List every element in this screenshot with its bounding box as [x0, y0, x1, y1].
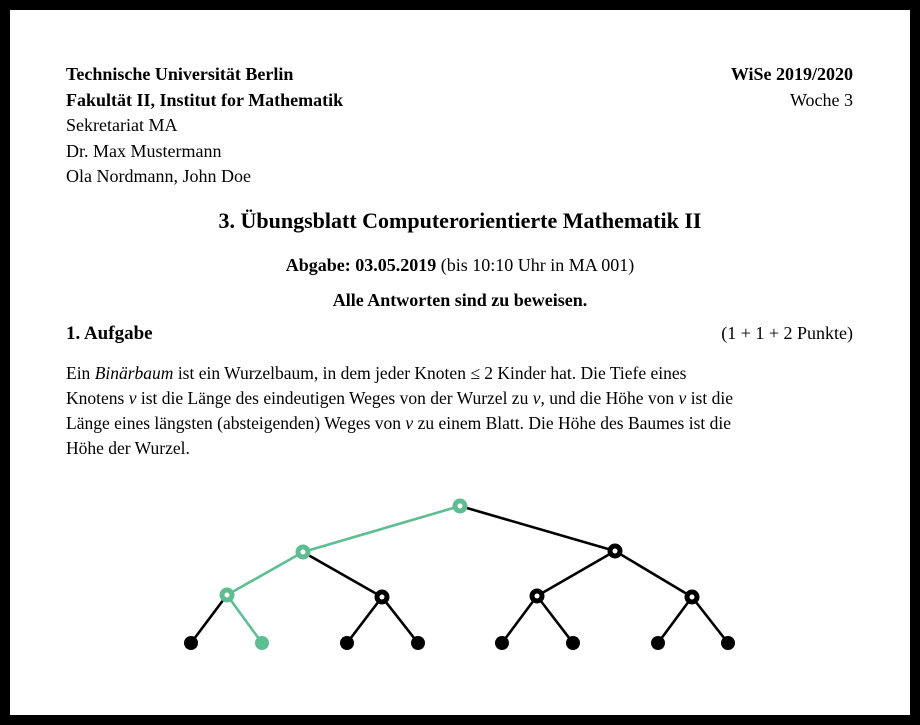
tree-edge	[537, 551, 615, 596]
tree-node-internal	[298, 547, 308, 557]
institution-line: Fakultät II, Institut for Mathematik	[66, 89, 344, 110]
tree-edge	[460, 506, 615, 551]
tree-edge	[692, 597, 728, 643]
tree-node-internal	[455, 501, 465, 511]
tree-node-leaf	[340, 636, 354, 650]
italic-term: v	[405, 413, 414, 433]
institution-line: Technische Universität Berlin	[66, 64, 294, 84]
institution-line: Sekretariat MA	[66, 115, 178, 135]
tree-node-leaf	[495, 636, 509, 650]
submission-details: (bis 10:10 Uhr in MA 001)	[436, 255, 635, 275]
exercise-text	[66, 361, 880, 461]
submission-line	[10, 255, 910, 276]
tree-edge	[502, 596, 537, 643]
proof-notice: Alle Antworten sind zu beweisen.	[332, 290, 588, 310]
week-line: Woche 3	[789, 89, 853, 110]
text-segment: Knotens	[66, 388, 129, 408]
exercise-label: 1. Aufgabe	[66, 323, 153, 344]
text-segment: ist die	[686, 388, 733, 408]
text-segment: ist die Länge des eindeutigen Weges von der Wurzel zu	[136, 388, 533, 408]
tree-node-leaf	[566, 636, 580, 650]
italic-term: v	[532, 388, 541, 408]
tree-edge	[227, 595, 262, 643]
text-segment: Höhe der Wurzel.	[66, 438, 190, 458]
paragraph-line	[66, 361, 880, 386]
tree-node-leaf	[255, 636, 269, 650]
institution-line: Ola Nordmann, John Doe	[66, 166, 251, 186]
italic-term: Binärbaum	[94, 363, 174, 383]
tree-node-leaf	[721, 636, 735, 650]
institution-line: Dr. Max Mustermann	[66, 140, 222, 161]
tree-edge	[658, 597, 692, 643]
text-segment: , und die Höhe von	[540, 388, 679, 408]
text-segment: Ein	[66, 363, 95, 383]
tree-node-internal	[687, 592, 697, 602]
binary-tree-diagram	[10, 480, 920, 680]
tree-node-internal	[222, 590, 232, 600]
tree-node-leaf	[184, 636, 198, 650]
paragraph-line	[66, 386, 880, 411]
sheet-title: 3. Übungsblatt Computerorientierte Mathematik II	[218, 208, 702, 233]
institution-block	[66, 62, 343, 190]
italic-term: v	[128, 388, 137, 408]
submission-date: Abgabe: 03.05.2019	[285, 255, 437, 275]
tree-edge	[615, 551, 692, 597]
document-header	[66, 62, 853, 190]
tree-node-internal	[532, 591, 542, 601]
tree-edge	[227, 552, 303, 595]
tree-edge	[382, 597, 418, 643]
tree-edge	[191, 595, 227, 643]
tree-node-leaf	[651, 636, 665, 650]
semester-block	[731, 62, 853, 190]
tree-edge	[303, 506, 460, 552]
semester-line: WiSe 2019/2020	[730, 64, 853, 84]
text-segment: Länge eines längsten (absteigenden) Weges von	[66, 413, 406, 433]
tree-edge	[303, 552, 382, 597]
tree-edge	[347, 597, 382, 643]
text-segment: zu einem Blatt. Die Höhe des Baumes ist die	[413, 413, 732, 433]
text-segment: ist ein Wurzelbaum, in dem jeder Knoten ≤ 2 Kinder hat. Die Tiefe eines	[173, 363, 687, 383]
tree-node-internal	[377, 592, 387, 602]
italic-term: v	[678, 388, 687, 408]
tree-node-internal	[610, 546, 620, 556]
tree-node-leaf	[411, 636, 425, 650]
tree-edge	[537, 596, 573, 643]
exercise-heading-row	[66, 323, 853, 345]
exercise-points: (1 + 1 + 2 Punkte)	[721, 323, 853, 343]
paragraph-line	[66, 436, 880, 461]
paragraph-line	[66, 411, 880, 436]
